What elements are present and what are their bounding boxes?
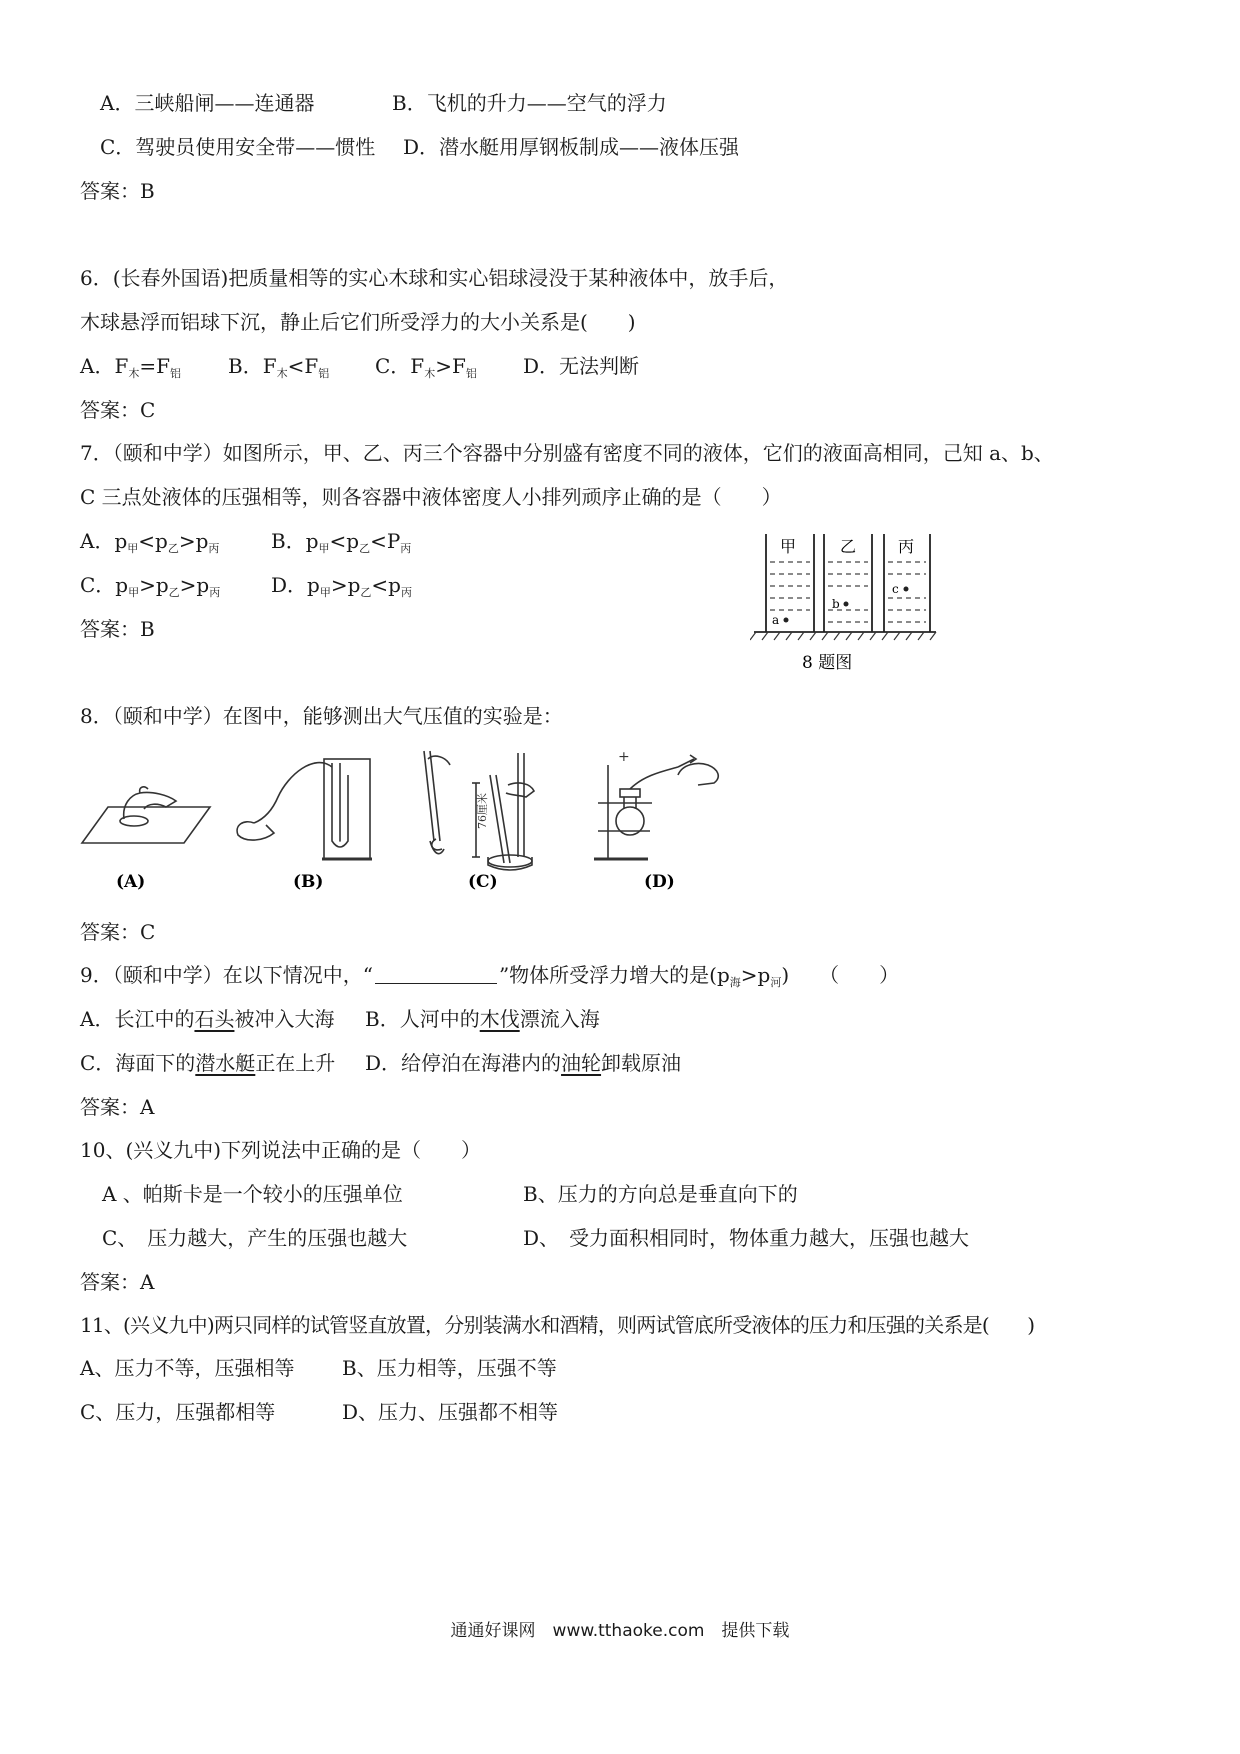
q7-stem-line2: C 三点处液体的压强相等，则各容器中液体密度人小排列顽序止确的是（ ）	[80, 485, 782, 509]
label-c: (C)	[468, 872, 498, 892]
experiment-d-flask	[594, 755, 718, 859]
q10-option-d: D、 受力面积相同时，物体重力越大，压强也越大	[523, 1226, 970, 1250]
q6-option-c: C．$F_木>F_铝$	[375, 354, 477, 380]
q8-answer: 答案：C	[80, 920, 156, 944]
q8-stem: 8．（颐和中学）在图中，能够测出大气压值的实验是：	[80, 704, 563, 728]
label-b: (B)	[293, 872, 324, 892]
q11-stem: 11、(兴义九中)两只同样的试管竖直放置，分别装满水和酒精，则两试管底所受液体的压力和压强的关系是( )	[80, 1313, 1035, 1337]
label-d: (D)	[644, 872, 675, 892]
q7-option-a: A．$p_甲<p_乙>p_丙$	[80, 529, 220, 555]
q9-option-b: B．人河中的木伐漂流入海	[365, 1007, 600, 1031]
q7-stem-line1: 7．（颐和中学）如图所示，甲、乙、丙三个容器中分别盛有密度不同的液体，它们的液面高相同，己知 a、b、	[80, 441, 1054, 465]
label-a: (A)	[116, 872, 146, 892]
q6-option-b: B．$F_木<F_铝$	[228, 354, 330, 380]
point-b-label: b	[832, 597, 840, 611]
q5-option-b: B．飞机的升力——空气的浮力	[392, 91, 667, 115]
point-a	[784, 618, 789, 623]
q9-option-a: A．长江中的石头被冲入大海	[80, 1007, 335, 1031]
q6-stem-line2: 木球悬浮而铝球下沉，静止后它们所受浮力的大小关系是( )	[80, 310, 636, 334]
fill-blank	[375, 965, 497, 984]
q5-option-d: D．潜水艇用厚钢板制成——液体压强	[403, 135, 740, 159]
q9-answer: 答案：A	[80, 1095, 155, 1119]
experiments-figure	[78, 745, 738, 900]
q11-option-b: B、压力相等，压强不等	[342, 1356, 557, 1380]
q7-option-b: B．$p_甲<p_乙<P_丙$	[271, 529, 412, 555]
q11-option-d: D、压力、压强都不相等	[342, 1400, 559, 1424]
q10-stem: 10、(兴义九中)下列说法中正确的是（ ）	[80, 1138, 482, 1162]
container-label-jia: 甲	[780, 537, 797, 556]
experiment-a-suction	[82, 787, 210, 843]
point-b	[844, 602, 849, 607]
length-76cm-label: 76厘米	[476, 793, 489, 829]
q5-option-c: C．驾驶员使用安全带——惯性	[100, 135, 376, 159]
experiment-b-manometer	[237, 759, 372, 859]
q5-answer: 答案：B	[80, 179, 155, 203]
q10-option-b: B、压力的方向总是垂直向下的	[523, 1182, 798, 1206]
svg-text:+: +	[618, 749, 630, 765]
q9-option-d: D．给停泊在海港内的油轮卸载原油	[365, 1051, 682, 1075]
q11-option-c: C、压力，压强都相等	[80, 1400, 276, 1424]
container-label-yi: 乙	[840, 537, 857, 556]
q6-stem-line1: 6．(长春外国语)把质量相等的实心木球和实心铝球浸没于某种液体中，放手后，	[80, 266, 789, 290]
q5-option-a: A．三峡船闸——连通器	[100, 91, 315, 115]
q10-option-a: A 、帕斯卡是一个较小的压强单位	[102, 1182, 403, 1206]
q9-stem: 9．（颐和中学）在以下情况中，“ ”物体所受浮力增大的是$(p_海>p_河)$ （ ）	[80, 963, 900, 989]
figure-caption: 8 题图	[802, 653, 853, 673]
container-label-bing: 丙	[898, 537, 915, 556]
q7-option-c: C．$p_甲>p_乙>p_丙$	[80, 573, 221, 599]
q7-answer: 答案：B	[80, 617, 155, 641]
q6-option-a: A．$F_木=F_铝$	[80, 354, 181, 380]
q6-answer: 答案：C	[80, 398, 156, 422]
q9-option-c: C．海面下的潜水艇正在上升	[80, 1051, 336, 1075]
q10-option-c: C、 压力越大，产生的压强也越大	[102, 1226, 408, 1250]
q6-option-d: D．无法判断	[523, 354, 640, 378]
point-c	[904, 587, 909, 592]
containers-figure	[750, 528, 940, 676]
q7-option-d: D．$p_甲>p_乙<p_丙$	[271, 573, 412, 599]
point-a-label: a	[772, 613, 780, 627]
point-c-label: c	[892, 582, 899, 596]
q10-answer: 答案：A	[80, 1270, 155, 1294]
page-footer: 通通好课网 www.tthaoke.com 提供下载	[450, 1621, 790, 1641]
q11-option-a: A、压力不等，压强相等	[80, 1356, 295, 1380]
